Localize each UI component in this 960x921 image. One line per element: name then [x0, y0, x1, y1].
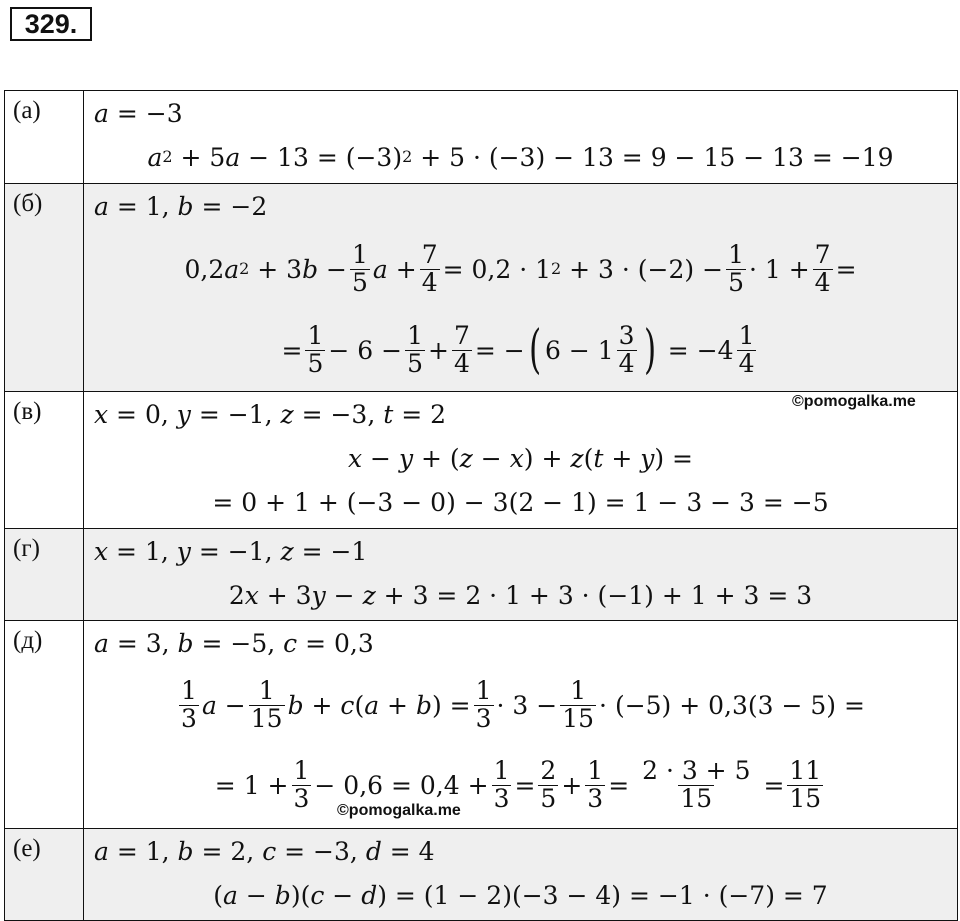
math-line: = 0 + 1 + (−3 − 0) − 3(2 − 1) = 1 − 3 − 3 = −5: [212, 487, 829, 517]
table-row: [5, 91, 958, 184]
row-content: [84, 184, 958, 392]
table-row: [5, 529, 958, 621]
fraction: $\frac{2 \cdot 3 + 5}{15}$: [634, 756, 759, 813]
fraction: $\frac{7}{4}$: [421, 240, 438, 297]
fraction: $\frac{7}{4}$: [814, 240, 831, 297]
problem-number: 329.: [10, 7, 92, 41]
given-values: x = 0, y = −1, z = −3, t = 2: [94, 399, 447, 429]
fraction: $\frac{1}{5}$: [728, 240, 744, 297]
watermark: ©pomogalka.me: [337, 802, 461, 819]
math-line: 0,2 a 2 + 3 b − $\frac{1}{5}$ a + $\frac{7}{4}$ = 0,2 · 1 2 + 3 · (−2) − $\frac{1}{5}$ · 1 + $\frac{7}{4}$ =: [184, 240, 857, 297]
solution-table: [4, 90, 958, 921]
row-label: (б): [5, 184, 84, 392]
fraction: $\frac{1}{3}$: [475, 676, 492, 733]
math-line: ( a − b )( c − d ) = (1 − 2)(−3 − 4) = −1 · (−7) = 7: [213, 880, 828, 910]
fraction: $\frac{11}{15}$: [789, 756, 822, 813]
row-content: [84, 392, 958, 529]
math-line: a 2 + 5 a − 13 = (−3) 2 + 5 · (−3) − 13 = 9 − 15 − 13 = −19: [147, 142, 894, 172]
table-row: [5, 184, 958, 392]
fraction: $\frac{1}{3}$: [181, 676, 197, 733]
given-values: a = −3: [94, 98, 183, 128]
fraction: $\frac{3}{4}$: [618, 321, 635, 378]
given-values: a = 3, b = −5, c = 0,3: [94, 628, 374, 658]
given-values: a = 1, b = 2, c = −3, d = 4: [94, 836, 435, 866]
row-content: [84, 529, 958, 621]
row-content: [84, 829, 958, 921]
given-values: x = 1, y = −1, z = −1: [94, 536, 368, 566]
math-line: = 1 + $\frac{1}{3}$ − 0,6 = 0,4 + $\frac{1}{3}$ = $\frac{2}{5}$ + $\frac{1}{3}$ = $\frac{2 \cdot 3 + 5}{15}$ = $\frac{11}{15}$: [214, 756, 822, 813]
fraction: $\frac{1}{5}$: [307, 321, 324, 378]
fraction: $\frac{1}{3}$: [587, 756, 604, 813]
row-content: [84, 91, 958, 184]
row-label: (д): [5, 621, 84, 829]
table-row: [5, 829, 958, 921]
row-content: [84, 621, 958, 829]
row-label: (в): [5, 392, 84, 529]
row-label: (г): [5, 529, 84, 621]
fraction: $\frac{1}{5}$: [407, 321, 423, 378]
watermark: ©pomogalka.me: [792, 393, 916, 410]
table-row: [5, 392, 958, 529]
math-line: = $\frac{1}{5}$ − 6 − $\frac{1}{5}$ + $\frac{7}{4}$ = − ( 6 − 1 $\frac{3}{4}$ ) = −4 $\frac{1}{4}$: [281, 320, 755, 380]
fraction: $\frac{1}{15}$: [250, 676, 283, 733]
fraction: $\frac{1}{4}$: [738, 321, 755, 378]
fraction: $\frac{2}{5}$: [540, 756, 557, 813]
fraction: $\frac{1}{3}$: [293, 756, 310, 813]
math-line: $\frac{1}{3}$ a − $\frac{1}{15}$ b + c ( a + b ) = $\frac{1}{3}$ · 3 − $\frac{1}{15}$ · (−5) + 0,3(3 − 5) =: [181, 676, 865, 733]
row-label: (а): [5, 91, 84, 184]
table-row: [5, 621, 958, 829]
fraction: $\frac{1}{5}$: [352, 240, 368, 297]
math-line: x − y + ( z − x ) + z ( t + y ) =: [347, 443, 694, 473]
math-line: 2 x + 3 y − z + 3 = 2 · 1 + 3 · (−1) + 1 + 3 = 3: [228, 580, 813, 610]
fraction: $\frac{1}{15}$: [562, 676, 595, 733]
fraction: $\frac{1}{3}$: [493, 756, 510, 813]
given-values: a = 1, b = −2: [94, 191, 268, 221]
row-label: (е): [5, 829, 84, 921]
fraction: $\frac{7}{4}$: [453, 321, 470, 378]
